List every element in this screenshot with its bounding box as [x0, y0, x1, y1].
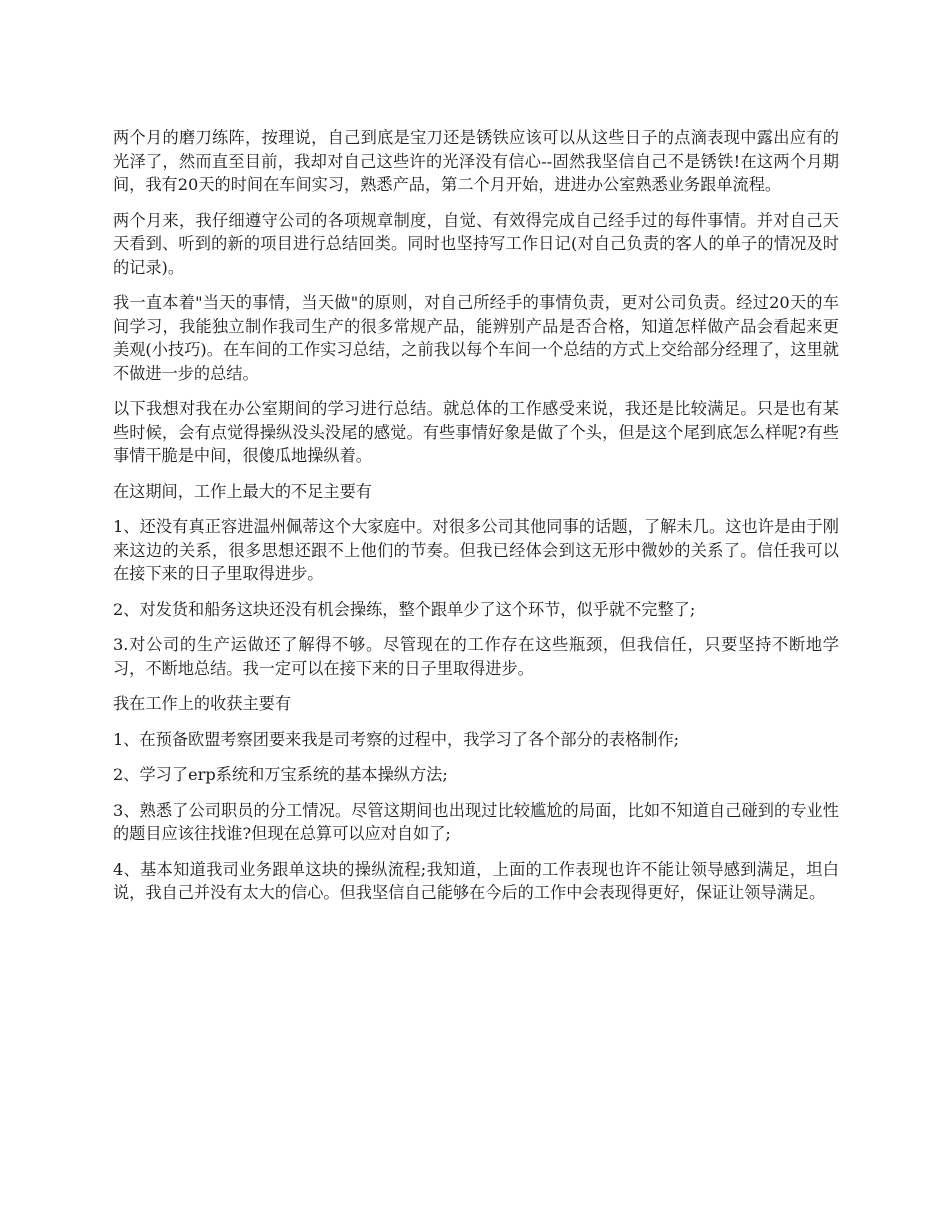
paragraph-shortcomings-heading: 在这期间，工作上最大的不足主要有	[113, 481, 372, 501]
paragraph-office-summary: 以下我想对我在办公室期间的学习进行总结。就总体的工作感受来说，我还是比较满足。只是也有某些时候，会有点觉得操纵没头没尾的感觉。有些事情好象是做了个头，但是这个尾到底怎么样呢?有些事情干脆是中间，很傻瓜地操纵着。	[113, 399, 839, 465]
paragraph-gain-3: 3、熟悉了公司职员的分工情况。尽管这期间也出现过比较尴尬的局面，比如不知道自己碰到的专业性的题目应该往找谁?但现在总算可以应对自如了;	[113, 800, 839, 843]
paragraph-intro: 两个月的磨刀练阵，按理说，自己到底是宝刀还是锈铁应该可以从这些日子的点滴表现中露出应有的光泽了，然而直至目前，我却对自己这些许的光泽没有信心--固然我坚信自己不是锈铁!在这两个月期间，我有20天的时间在车间实习，熟悉产品，第二个月开始，进进办公室熟悉业务跟单流程。	[113, 128, 839, 194]
paragraph-gain-4: 4、基本知道我司业务跟单这块的操纵流程;我知道，上面的工作表现也许不能让领导感到满足，坦白说，我自己并没有太大的信心。但我坚信自己能够在今后的工作中会表现得更好，保证让领导满足。	[113, 859, 839, 902]
document-body	[113, 126, 839, 917]
paragraph-rules: 两个月来，我仔细遵守公司的各项规章制度，自觉、有效得完成自己经手过的每件事情。并对自己天天看到、听到的新的项目进行总结回类。同时也坚持写工作日记(对自己负责的客人的单子的情况及时的记录)。	[113, 210, 839, 277]
paragraph-shortcoming-1: 1、还没有真正容进温州佩蒂这个大家庭中。对很多公司其他同事的话题，了解未几。这也许是由于刚来这边的关系，很多思想还跟不上他们的节奏。但我已经体会到这无形中微妙的关系了。信任我可以在接下来的日子里取得进步。	[113, 517, 839, 583]
paragraph-gain-1: 1、在预备欧盟考察团要来我是司考察的过程中，我学习了各个部分的表格制作;	[113, 729, 680, 749]
paragraph-shortcoming-3: 3.对公司的生产运做还了解得不够。尽管现在的工作存在这些瓶颈，但我信任，只要坚持不断地学习，不断地总结。我一定可以在接下来的日子里取得进步。	[113, 635, 839, 678]
paragraph-shortcoming-2: 2、对发货和船务这块还没有机会操练，整个跟单少了这个环节，似乎就不完整了;	[113, 599, 696, 619]
paragraph-principle: 我一直本着"当天的事情，当天做"的原则，对自己所经手的事情负责，更对公司负责。经过20天的车间学习，我能独立制作我司生产的很多常规产品，能辨别产品是否合格，知道怎样做产品会看起来更美观(小技巧)。在车间的工作实习总结，之前我以每个车间一个总结的方式上交给部分经理了，这里就不做进一步的总结。	[113, 293, 839, 383]
paragraph-gains-heading: 我在工作上的收获主要有	[113, 694, 292, 713]
paragraph-gain-2: 2、学习了erp系统和万宝系统的基本操纵方法;	[113, 765, 448, 784]
